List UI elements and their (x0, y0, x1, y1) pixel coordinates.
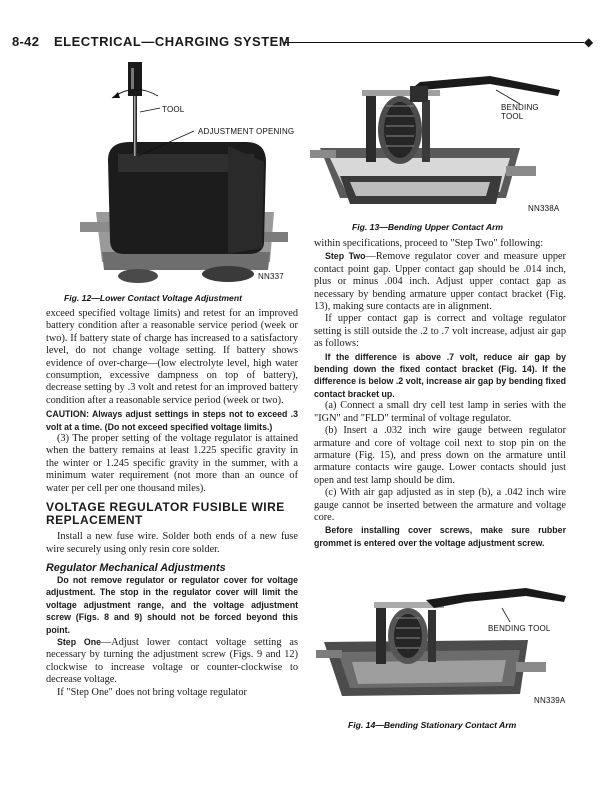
step-label: Step One (57, 636, 101, 647)
fig12-callout-adjustment-opening: ADJUSTMENT OPENING (198, 127, 295, 136)
step-text: —Remove regulator cover and measure upper contact point gap. Upper contact gap should be .014 inch, plus or minus .004 inch. Adjust upper contact gap as necessary by bending armature upper contact bracket (Fig. 13), making sure contacts are in alignment. (314, 251, 566, 313)
bold-instruction: Before installing cover screws, make sure rubber grommet is entered over the voltage adjustment screw. (314, 525, 566, 548)
section-title: ELECTRICAL—CHARGING SYSTEM (54, 34, 291, 49)
fig12-callout-tool: TOOL (162, 105, 185, 114)
fig13-callout-bending: BENDING (501, 103, 539, 112)
fig14-caption: Fig. 14—Bending Stationary Contact Arm (348, 720, 517, 730)
fig13-callout-tool: TOOL (501, 112, 524, 121)
paragraph: (b) Insert a .032 inch wire gauge between regulator armature and core of voltage coil next to stop pin on the armature (Fig. 15), and press down on the armature until armature contacts wire gauge. Lower contacts should just open and test lamp should be dim. (314, 425, 566, 486)
diamond-icon: ◆ (584, 35, 594, 49)
section-heading: VOLTAGE REGULATOR FUSIBLE WIRE REPLACEMENT (46, 500, 285, 528)
paragraph: (a) Connect a small dry cell test lamp in series with the "IGN" and "FLD" terminal of voltage regulator. (314, 400, 566, 424)
fig14-callout-bending-tool: BENDING TOOL (488, 624, 551, 633)
paragraph: If upper contact gap is correct and voltage regulator setting is still outside the .2 to .7 volt increase, adjust air gap as follows: (314, 313, 566, 350)
header-rule (284, 42, 584, 43)
fig12-illustration (78, 62, 295, 286)
paragraph: (c) With air gap adjusted as in step (b), a .042 inch wire gauge cannot be inserted between the armature and voltage core. (314, 487, 566, 523)
fig14-illustration (316, 582, 570, 710)
left-column (46, 308, 298, 699)
fig12-caption: Fig. 12—Lower Contact Voltage Adjustment (64, 293, 242, 303)
paragraph (314, 250, 566, 313)
fig13-code: NN338A (528, 204, 560, 213)
fig14-code: NN339A (534, 696, 566, 705)
page-header (12, 34, 602, 52)
page-number: 8-42 (12, 34, 40, 49)
warning-note: Do not remove regulator or regulator cover for voltage adjustment. The stop in the regulator cover will limit the voltage adjustment range, and the voltage adjustment screw (Figs. 8 and 9) should not be forced beyond this point. (46, 574, 298, 635)
paragraph: within specifications, proceed to "Step Two" following: (314, 238, 544, 249)
paragraph: If "Step One" does not bring voltage regulator (57, 686, 247, 698)
fig13-illustration (310, 66, 566, 212)
paragraph (46, 636, 298, 687)
fig13-caption: Fig. 13—Bending Upper Contact Arm (352, 222, 504, 232)
paragraph: exceed specified voltage limits) and retest for an improved battery condition after a reasonable service period (week or two). If battery state of charge has increased to a satisfactory level, do not change voltage setting. If battery shows evidence of over-charge—(low electrolyte level, high water consumption, excessive dampness on top of battery), decrease setting by .3 volt and retest for an improved battery condition after a reasonable service period (week or two). (46, 308, 298, 406)
caution-note: CAUTION: Always adjust settings in steps not to exceed .3 volt at a time. (Do not exceed specified voltage limits.) (46, 409, 298, 432)
right-column (314, 238, 566, 549)
step-label: Step Two (325, 251, 366, 262)
paragraph: (3) The proper setting of the voltage regulator is attained when the battery remains at least 1.225 specific gravity in the winter or 1.245 specific gravity in the summer, with a minimum water requirement (not more than an ounce of water per cell per one thousand miles). (46, 433, 298, 494)
paragraph: Install a new fuse wire. Solder both ends of a new fuse wire securely using only resin core solder. (46, 531, 298, 555)
subsection-heading: Regulator Mechanical Adjustments (46, 561, 226, 574)
fig12-code: NN337 (258, 272, 284, 281)
step-text: —Adjust lower contact voltage setting as necessary by turning the adjustment screw (Figs. 9 and 12) clockwise to increase voltage or counter-clockwise to decrease voltage. (46, 636, 298, 686)
bold-instruction: If the difference is above .7 volt, reduce air gap by bending down the fixed contact bracket (Fig. 14). If the difference is below .2 volt, increase air gap by bending fixed contact bracket up. (314, 351, 566, 399)
